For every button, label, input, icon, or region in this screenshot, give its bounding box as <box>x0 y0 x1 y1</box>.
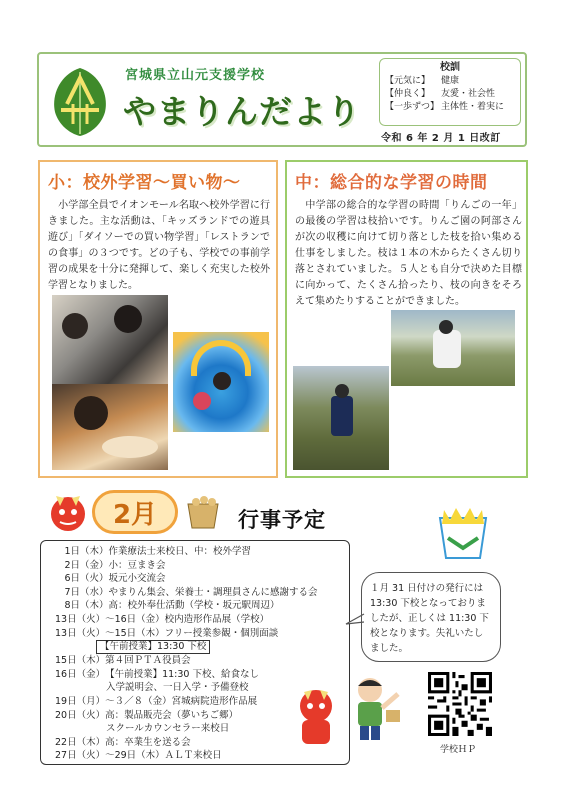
junior-high-heading: 中：総合的な学習の時間 <box>295 173 488 193</box>
qr-code-label: 学校ＨＰ <box>440 745 477 755</box>
event-date: 22日（木） <box>55 736 106 748</box>
event-date: 2日（金） <box>55 559 109 571</box>
motto-value: 友愛・社会性 <box>441 89 496 99</box>
event-date: 1日（木） <box>55 546 109 557</box>
ball-pool-photo <box>173 332 269 432</box>
event-text: 第４回ＰＴＡ役員会 <box>105 655 191 667</box>
qr-code-icon[interactable] <box>428 672 492 736</box>
event-date: 20日（火） <box>55 709 106 721</box>
event-row <box>55 586 343 600</box>
motto-row <box>385 75 515 88</box>
event-row <box>55 572 343 586</box>
shopping-photo <box>52 295 168 385</box>
event-text: 入学説明会、一日入学・予備登校 <box>106 682 249 694</box>
event-date: 13日（火） <box>55 627 106 639</box>
motto-key: 【元気に】 <box>385 76 431 86</box>
boy-throwing-beans-icon <box>348 672 404 744</box>
orchard-photo <box>391 310 515 386</box>
motto-value: 健康 <box>441 76 460 86</box>
motto-key: 【一歩ずつ】 <box>385 102 440 112</box>
event-row <box>55 654 343 668</box>
oni-mask-icon <box>44 486 92 534</box>
elementary-body: 小学部全員でイオンモール名取へ校外学習に行きました。主な活動は、「キッズランドでの遊具遊び」「ダイソーでの買い物学習」「レストランでの食事」の３つです。どの子も、学校での事前学習の成果を十分に発揮して、楽しく充実した校外学習となりました。 <box>48 200 270 291</box>
month-badge: 2月 <box>92 490 178 534</box>
event-row <box>55 559 343 573</box>
event-date: 16日（金） <box>55 668 106 680</box>
elementary-heading: 小：校外学習～買い物～ <box>48 173 241 193</box>
event-row <box>55 545 343 559</box>
event-date: 8日（木） <box>55 600 109 612</box>
motto-key: 【仲良く】 <box>385 89 431 99</box>
event-text: 高：校外奉仕活動（学校・坂元駅周辺） <box>108 600 280 612</box>
event-text: 作業療法士来校日、中：校外学習 <box>108 546 252 557</box>
event-boxed-note: 【午前授業】13:30 下校 <box>96 640 210 654</box>
school-motto-box <box>379 58 521 126</box>
event-text: 高：製品販売会（夢いちご郷） <box>105 709 239 721</box>
junior-high-body: 中学部の総合的な学習の時間「りんごの一年」の最後の学習は枝拾いです。りんご園の阿部さんが次の収穫に向けて切り落とした枝を拾い集める仕事をしました。枝は１本の木からたくさん切り落とされていました。５人とも自分で決めた目標に向かって、たくさん拾ったり、枝の向きをそろえて集めたりすることができました。 <box>295 200 522 307</box>
motto-value: 主体性・着実に <box>441 102 505 112</box>
events-title: 行事予定 <box>238 508 326 532</box>
school-logo-icon <box>47 64 113 138</box>
mascot-icon <box>430 504 496 564</box>
event-date: 19日（月） <box>55 695 106 707</box>
bean-box-icon <box>182 490 224 530</box>
elementary-section <box>38 160 278 478</box>
motto-row <box>385 101 515 114</box>
event-text: ～３／８（金）宮城病院造形作品展 <box>105 695 258 707</box>
motto-row <box>385 88 515 101</box>
event-date: 13日（火） <box>55 613 106 625</box>
correction-notice: １月 31 日付けの発行には 13:30 下校となっておりましたが、正しくは 11:30 下校となります。失礼いたしました。 <box>361 572 501 662</box>
school-name: 宮城県立山元支援学校 <box>125 68 266 83</box>
event-text: ～16日（金）校内造形作品展（学校） <box>105 613 270 625</box>
event-date: 27日（火） <box>55 750 106 762</box>
event-text: スクールカウンセラー来校日 <box>106 723 230 735</box>
event-text: ～15日（木）フリー授業参観・個別面談 <box>105 627 279 639</box>
newsletter-header <box>37 52 527 147</box>
event-row <box>55 640 343 654</box>
event-date: 15日（木） <box>55 655 106 667</box>
event-date: 6日（火） <box>55 573 109 585</box>
event-text: ～29日（木）ＡＬＴ来校日 <box>105 750 222 762</box>
restaurant-photo <box>52 384 168 470</box>
motto-title: 校訓 <box>440 62 460 73</box>
newsletter-title: やまりんだより <box>123 92 361 131</box>
red-oni-illustration-icon <box>286 684 346 748</box>
event-text: やまりん集会、栄養士・調理員さんに感謝する会 <box>108 586 318 598</box>
event-text: 小：豆まき会 <box>108 559 166 571</box>
event-date: 7日（水） <box>55 586 109 598</box>
event-row <box>55 599 343 613</box>
event-text: 【午前授業】11:30 下校、給食なし <box>105 668 259 680</box>
event-row <box>55 749 343 763</box>
issue-date: 令和 6 年 2 月 1 日改訂 <box>381 133 501 144</box>
event-text: 高：卒業生を送る会 <box>105 736 191 748</box>
event-text: 坂元小交流会 <box>108 573 166 585</box>
branch-gathering-photo <box>293 366 389 470</box>
event-row <box>55 613 343 627</box>
event-row <box>55 668 343 682</box>
junior-high-section <box>285 160 528 478</box>
event-row <box>55 627 343 641</box>
